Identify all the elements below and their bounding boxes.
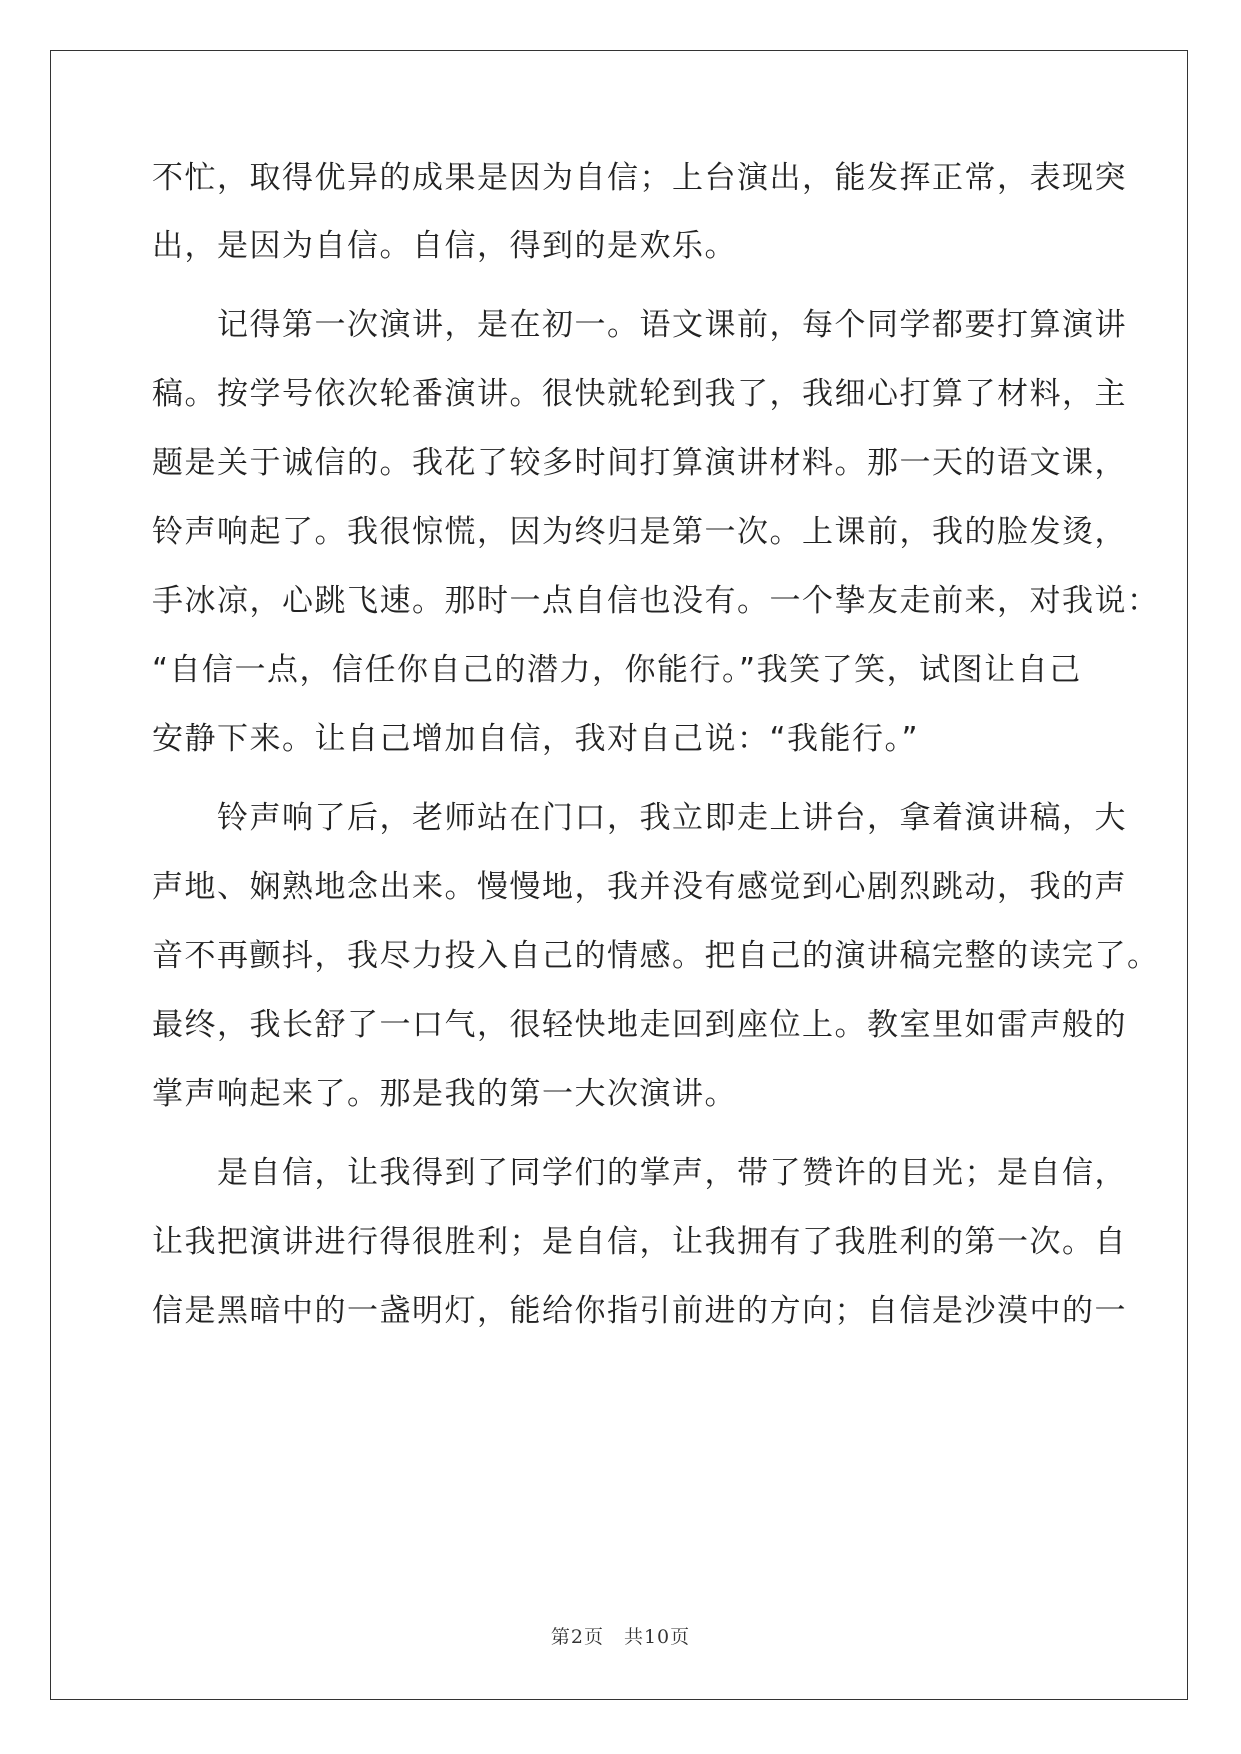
text-line: 稿。按学号依次轮番演讲。很快就轮到我了，我细心打算了材料，主 [152, 376, 1127, 412]
text-line: 让我把演讲进行得很胜利；是自信，让我拥有了我胜利的第一次。自 [152, 1224, 1127, 1260]
text-line: 音不再颤抖，我尽力投入自己的情感。把自己的演讲稿完整的读完了。 [152, 938, 1160, 974]
text-line: 信是黑暗中的一盏明灯，能给你指引前进的方向；自信是沙漠中的一 [152, 1293, 1127, 1329]
text-line: 掌声响起来了。那是我的第一大次演讲。 [152, 1076, 737, 1112]
text-line: 最终，我长舒了一口气，很轻快地走回到座位上。教室里如雷声般的 [152, 1007, 1127, 1043]
text-line: 题是关于诚信的。我花了较多时间打算演讲材料。那一天的语文课， [152, 445, 1127, 481]
text-line: 铃声响了后，老师站在门口，我立即走上讲台，拿着演讲稿，大 [152, 800, 1127, 836]
text-line: 铃声响起了。我很惊慌，因为终归是第一次。上课前，我的脸发烫， [152, 514, 1127, 550]
text-line: 声地、娴熟地念出来。慢慢地，我并没有感觉到心剧烈跳动，我的声 [152, 869, 1127, 905]
text-line: 出，是因为自信。自信，得到的是欢乐。 [152, 228, 737, 264]
text-line: 是自信，让我得到了同学们的掌声，带了赞许的目光；是自信， [152, 1155, 1127, 1191]
text-line: 手冰凉，心跳飞速。那时一点自信也没有。一个挚友走前来，对我说： [152, 583, 1160, 619]
text-line: 安静下来。让自己增加自信，我对自己说：“我能行。” [152, 721, 920, 757]
text-line: 记得第一次演讲，是在初一。语文课前，每个同学都要打算演讲 [152, 307, 1127, 343]
text-line: 不忙，取得优异的成果是因为自信；上台演出，能发挥正常，表现突 [152, 160, 1127, 196]
page-number: 第2页 共10页 [550, 1626, 691, 1648]
text-line: “自信一点，信任你自己的潜力，你能行。”我笑了笑，试图让自己 [152, 652, 1082, 688]
